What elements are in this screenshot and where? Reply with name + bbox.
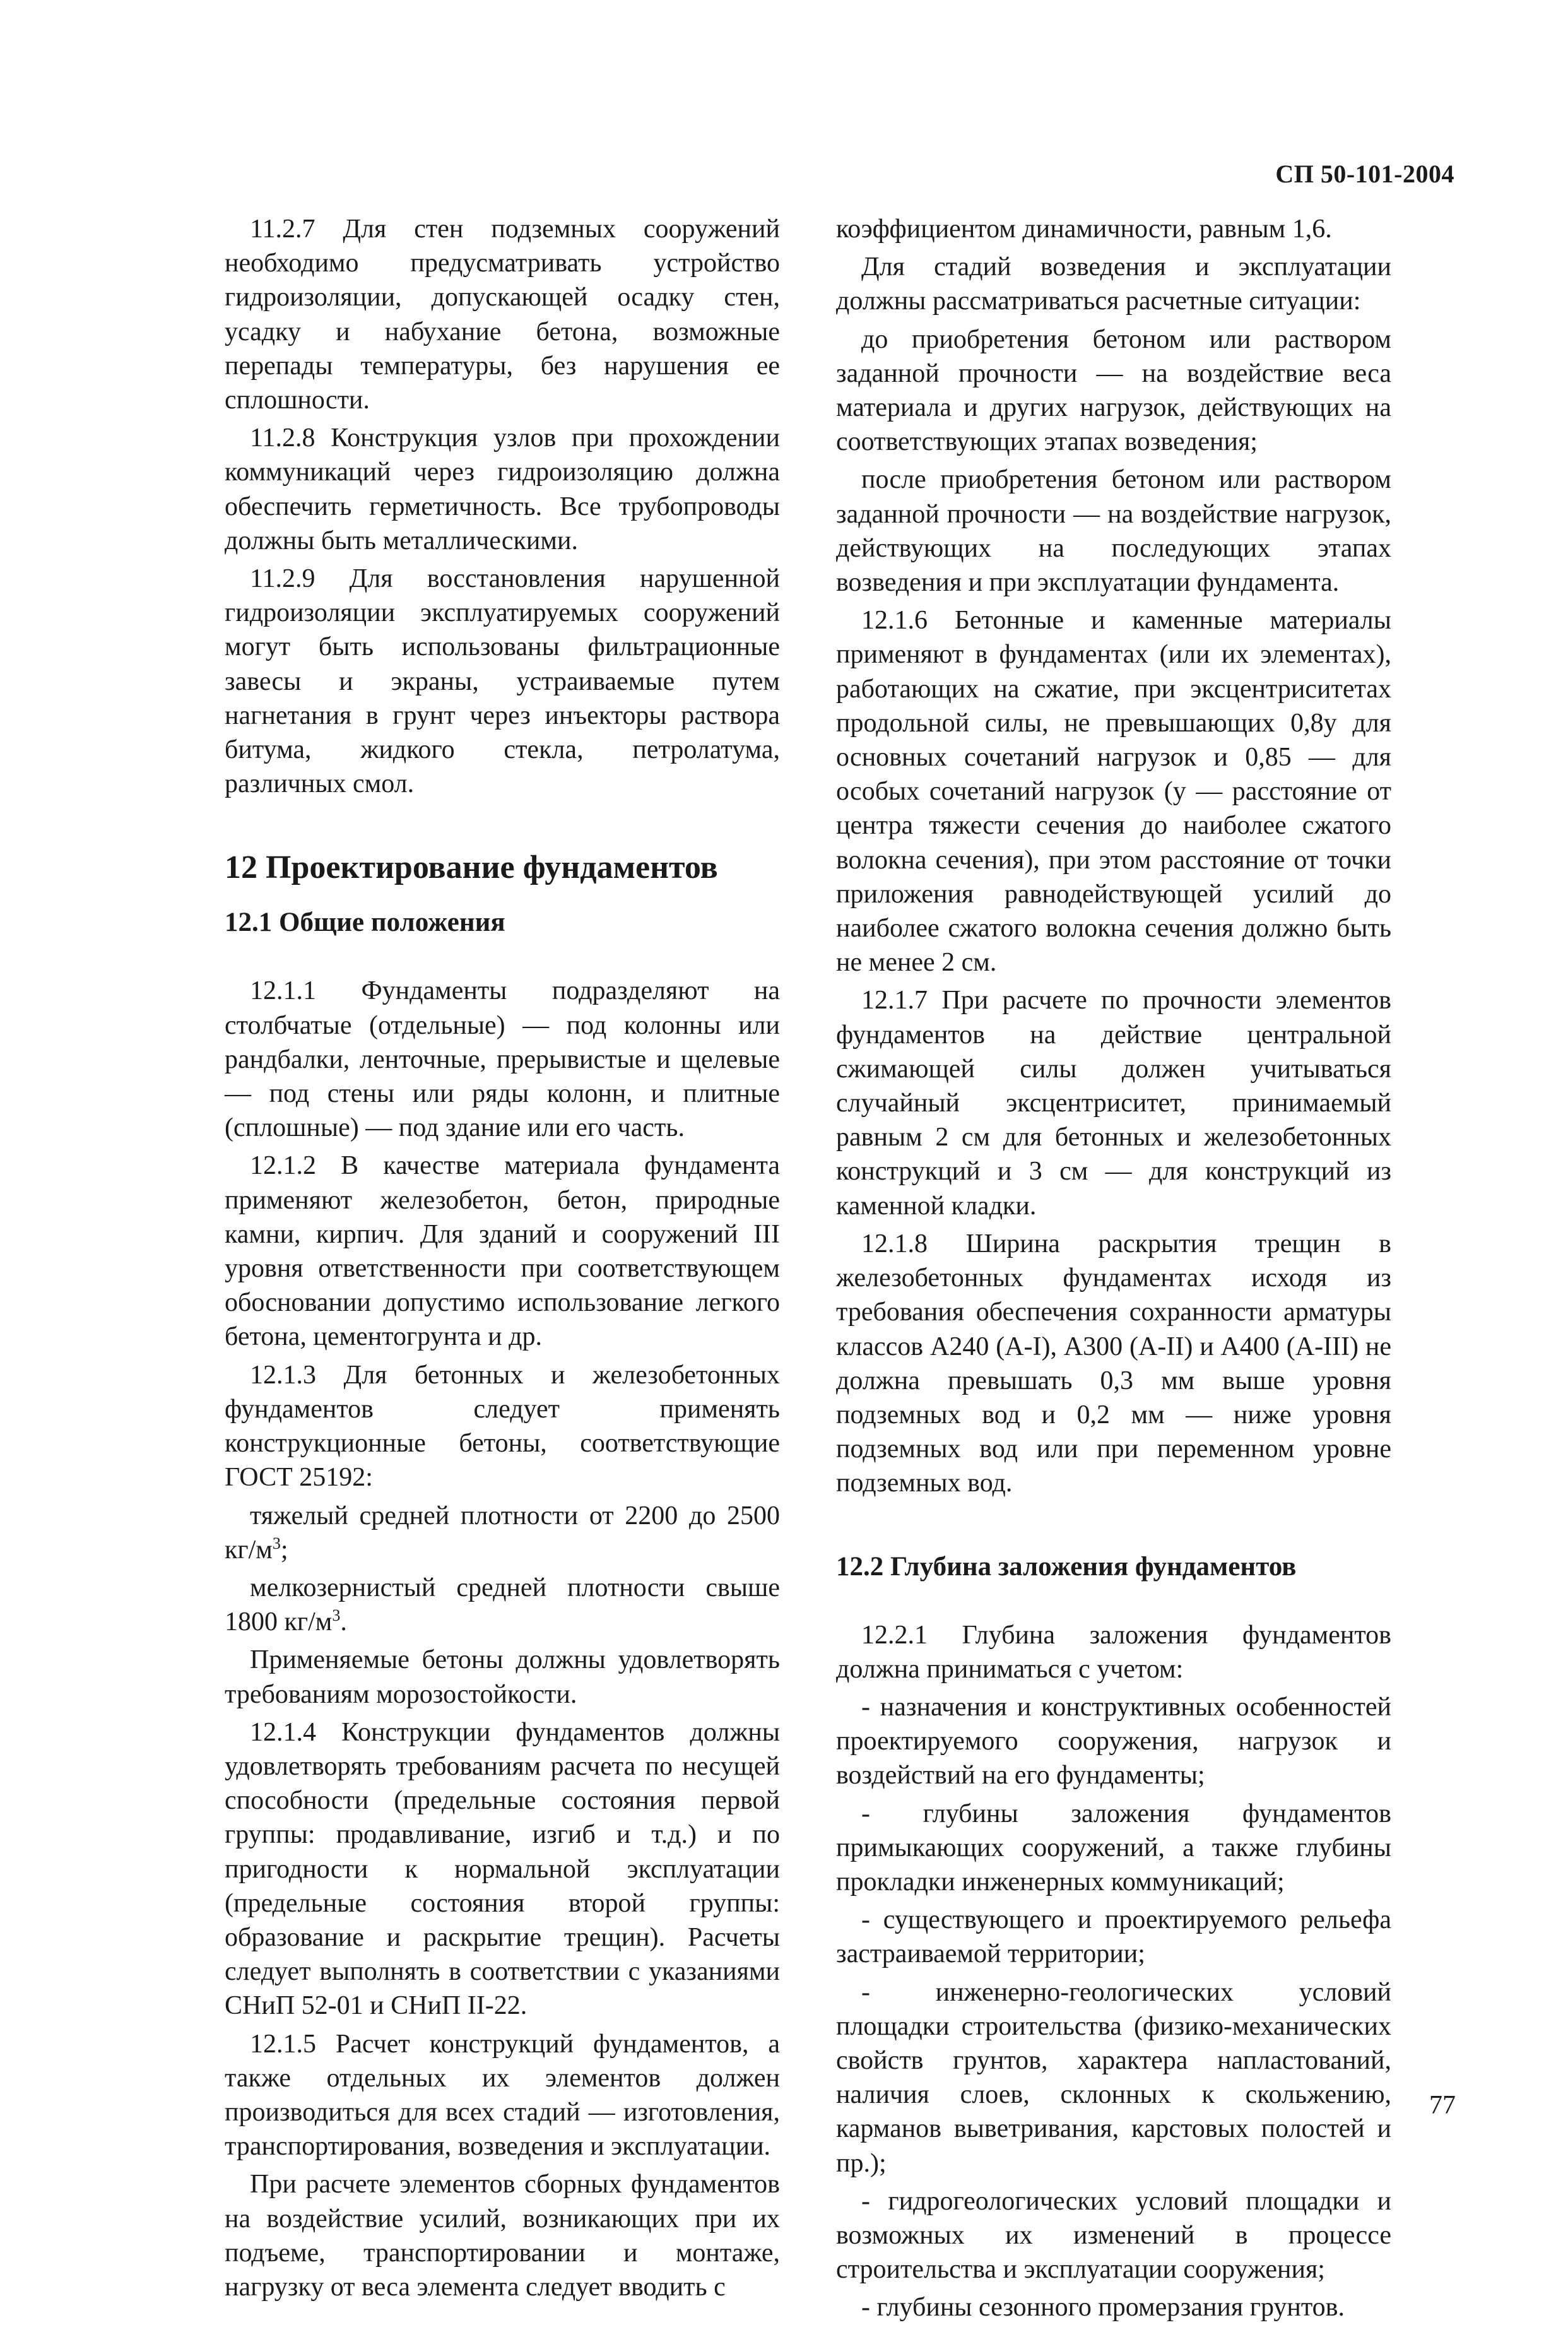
depth-factor-item: - гидрогеологических условий площадки и возможных их изменений в процессе строительства и эксплуатации сооружения;: [836, 2186, 1391, 2285]
subsection-12-1-heading: 12.1 Общие положения: [225, 908, 505, 938]
clause-12-1-1: 12.1.1 Фундаменты подразделяют на столбчатые (отдельные) — под колонны или рандбалки, ленточные, прерывистые и щелевые — под стены или ряды колонн, и плитные (сплошные) — под здание или его часть.: [225, 976, 780, 1143]
clause-11-2-7: 11.2.7 Для стен подземных сооружений необходимо предусматривать устройство гидроизоляции, допускающей осадку стен, усадку и набухание бетона, возможные перепады температуры, без нарушения ее сплошности.: [225, 215, 780, 415]
clause-12-1-4: 12.1.4 Конструкции фундаментов должны удовлетворять требованиям расчета по несущей способности (предельные состояния первой группы: продавливание, изгиб и т.д.) и по пригодности к нормальной эксплуатации (предельные состояния второй группы: образование и раскрытие трещин). Расчеты следует выполнять в соответствии с указаниями СНиП 52-01 и СНиП II-22.: [225, 1717, 780, 2021]
depth-factor-item: - глубины заложения фундаментов примыкающих сооружений, а также глубины прокладки инженерных коммуникаций;: [836, 1799, 1391, 1896]
clause-12-1-6: 12.1.6 Бетонные и каменные материалы применяют в фундаментах (или их элементах), работающих на сжатие, при эксцентриситетах продольной силы, не превышающих 0,8y для основных сочетаний нагрузок и 0,85 — для особых сочетаний нагрузок (y — расстояние от центра тяжести сечения до наиболее сжатого волокна сечения), при этом расстояние от точки приложения равнодействующей усилий до наиболее сжатого волокна сечения должно быть не менее 2 см.: [836, 606, 1391, 978]
fine-concrete-end: .: [340, 1607, 347, 1637]
depth-factor-item: - назначения и конструктивных особенностей проектируемого сооружения, нагрузок и воздействий на его фундаменты;: [836, 1692, 1391, 1790]
cubic-superscript: 3: [332, 1606, 341, 1625]
left-column: [225, 212, 780, 2304]
dynamic-coefficient-line: коэффициентом динамичности, равным 1,6.: [836, 215, 1332, 244]
depth-factor-item: - существующего и проектируемого рельефа застраиваемой территории;: [836, 1905, 1391, 1969]
fine-concrete-text: мелкозернистый средней плотности свыше 1800 кг/м: [225, 1573, 780, 1637]
right-column: [836, 212, 1391, 2325]
clause-12-1-3: 12.1.3 Для бетонных и железобетонных фундаментов следует применять конструкционные бетоны, соответствующие ГОСТ 25192:: [225, 1360, 780, 1493]
frost-resistance-note: Применяемые бетоны должны удовлетворять требованиям морозостойкости.: [225, 1645, 780, 1709]
clause-11-2-8: 11.2.8 Конструкция узлов при прохождении коммуникаций через гидроизоляцию должна обеспечить герметичность. Все трубопроводы должны быть металлическими.: [225, 423, 780, 555]
clause-12-1-2: 12.1.2 В качестве материала фундамента применяют железобетон, бетон, природные камни, кирпич. Для зданий и сооружений III уровня ответственности при соответствующем обосновании допустимо использование легкого бетона, цементогрунта и др.: [225, 1151, 780, 1352]
subsection-12-2-heading: 12.2 Глубина заложения фундаментов: [836, 1551, 1297, 1582]
clause-12-1-7: 12.1.7 При расчете по прочности элементов фундаментов на действие центральной сжимающей силы должен учитываться случайный эксцентриситет, принимаемый равным 2 см для бетонных и железобетонных конструкций и 3 см — для конструкций из каменной кладки.: [836, 986, 1391, 1221]
cubic-superscript: 3: [272, 1534, 281, 1553]
section-12-heading: 12 Проектирование фундаментов: [225, 849, 718, 886]
depth-factor-item: - глубины сезонного промерзания грунтов.: [861, 2293, 1345, 2322]
clause-12-1-5: 12.1.5 Расчет конструкций фундаментов, а также отдельных их элементов должен производиться для всех стадий — изготовления, транспортирования, возведения и эксплуатации.: [225, 2029, 780, 2162]
situation-after-strength: после приобретения бетоном или раствором заданной прочности — на воздействие нагрузок, действующих на последующих этапах возведения и при эксплуатации фундамента.: [836, 465, 1391, 598]
fine-concrete-item: [225, 1571, 780, 1639]
heavy-concrete-text: тяжелый средней плотности от 2200 до 2500 кг/м: [225, 1501, 780, 1565]
clause-11-2-9: 11.2.9 Для восстановления нарушенной гидроизоляции эксплуатируемых сооружений могут быть использованы фильтрационные завесы и экраны, устраиваемые путем нагнетания в грунт через инъекторы раствора битума, жидкого стекла, петролатума, различных смол.: [225, 564, 780, 799]
document-code: СП 50-101-2004: [1275, 160, 1454, 188]
page-number: 77: [1429, 2091, 1456, 2120]
situation-before-strength: до приобретения бетоном или раствором заданной прочности — на воздействие веса материала и других нагрузок, действующих на соответствующих этапах возведения;: [836, 324, 1391, 457]
stages-intro: Для стадий возведения и эксплуатации должны рассматриваться расчетные ситуации:: [836, 252, 1391, 316]
clause-12-2-1: 12.2.1 Глубина заложения фундаментов должна приниматься с учетом:: [836, 1620, 1391, 1684]
heavy-concrete-end: ;: [280, 1535, 288, 1565]
heavy-concrete-item: [225, 1499, 780, 1567]
depth-factor-item: - инженерно-геологических условий площадки строительства (физико-механических свойств грунтов, характера напластований, наличия слоев, склонных к скольжению, карманов выветривания, карстовых полостей и пр.);: [836, 1977, 1391, 2178]
clause-12-1-8: 12.1.8 Ширина раскрытия трещин в железобетонных фундаментах исходя из требования обеспечения сохранности арматуры классов А240 (А-I), А300 (А-II) и А400 (А-III) не должна превышать 0,3 мм выше уровня подземных вод и 0,2 мм — ниже уровня подземных вод или при переменном уровне подземных вод.: [836, 1229, 1391, 1498]
prefab-calculation-note: При расчете элементов сборных фундаментов на воздействие усилий, возникающих при их подъеме, транспортировании и монтаже, нагрузку от веса элемента следует вводить с: [225, 2170, 780, 2302]
